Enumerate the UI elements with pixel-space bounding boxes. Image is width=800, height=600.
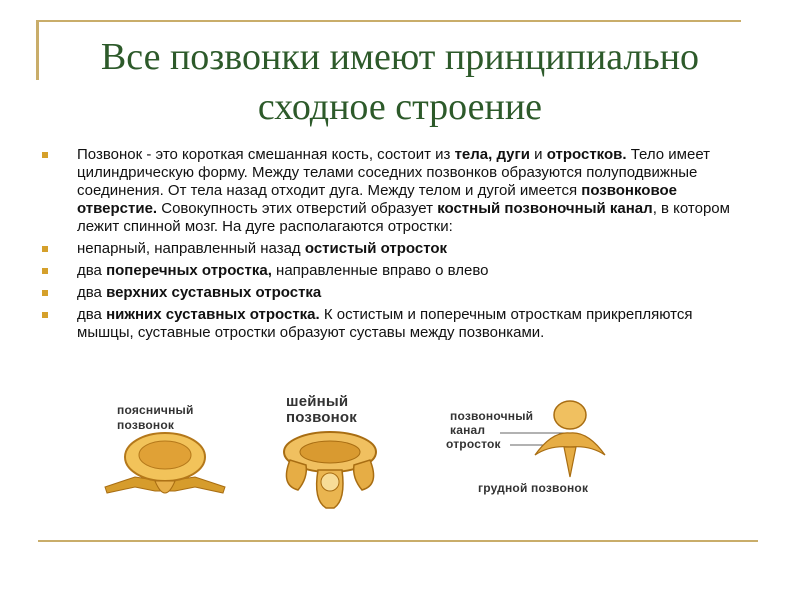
bullet-item [42,240,742,258]
bullet-text: два [77,306,107,323]
bullet-marker-icon [42,268,48,274]
thoracic-vertebra-label: грудной позвонок [478,481,589,495]
bullet-text: , в котором лежит спинной мозг. На дуге располагаются отростки: [77,200,730,235]
bullet-marker-icon [42,246,48,252]
lumbar-vertebra-image [95,395,235,515]
frame-bottom-line [38,540,758,542]
bullet-marker-icon [42,312,48,318]
bold-term: позвонковое отверстие. [77,182,677,217]
lumbar-vertebra-figure [95,395,235,515]
bullet-item [42,306,742,342]
frame-left-line [36,20,39,80]
process-label: отросток [446,437,501,451]
cervical-vertebra-figure [268,390,393,520]
bold-term: отростков. [546,146,627,163]
bold-term: нижних суставных отростка. [106,306,320,323]
bold-term: верхних суставных отростка [106,284,322,301]
bullet-text: два [77,262,107,279]
cervical-vertebra-label: шейный позвонок [286,393,357,426]
bold-term: костный позвоночный канал [437,200,653,217]
lumbar-vertebra-label: поясничный позвонок [117,403,194,432]
bullet-item [42,262,742,280]
bullet-text: Совокупность этих отверстий образует [157,200,438,217]
bold-term: тела, дуги [454,146,530,163]
bullet-text: два [77,284,107,301]
bullet-text: Позвонок - это короткая смешанная кость, состоит из [77,146,455,163]
bold-term: остистый отросток [304,240,448,257]
bullet-marker-icon [42,290,48,296]
spinal-canal-label: позвоночный канал [450,409,534,437]
bullet-list [42,146,742,346]
bullet-text: непарный, направленный назад [77,240,305,257]
bullet-item [42,284,742,302]
bullet-text: К остистым и поперечным отросткам прикрепляются мышцы, суставные отростки образуют суставы между позвонками. [77,306,693,341]
frame-top-line [36,20,741,22]
bullet-marker-icon [42,152,48,158]
thoracic-vertebra-figure [440,395,620,505]
bullet-text: Тело имеет цилиндрическую форму. Между телами соседних позвонков образуются полуподвижные соединения. От тела назад отходит дуга. Между телом и дугой имеется [77,146,711,199]
cervical-vertebra-image [268,390,393,520]
bullet-item [42,146,742,236]
thoracic-vertebra-image [440,395,620,505]
bold-term: поперечных отростка, [106,262,272,279]
bullet-text: и [530,146,547,163]
slide-title: Все позвонки имеют принципиально сходное строение [100,36,700,128]
bullet-text: направленные вправо о влево [271,262,489,279]
